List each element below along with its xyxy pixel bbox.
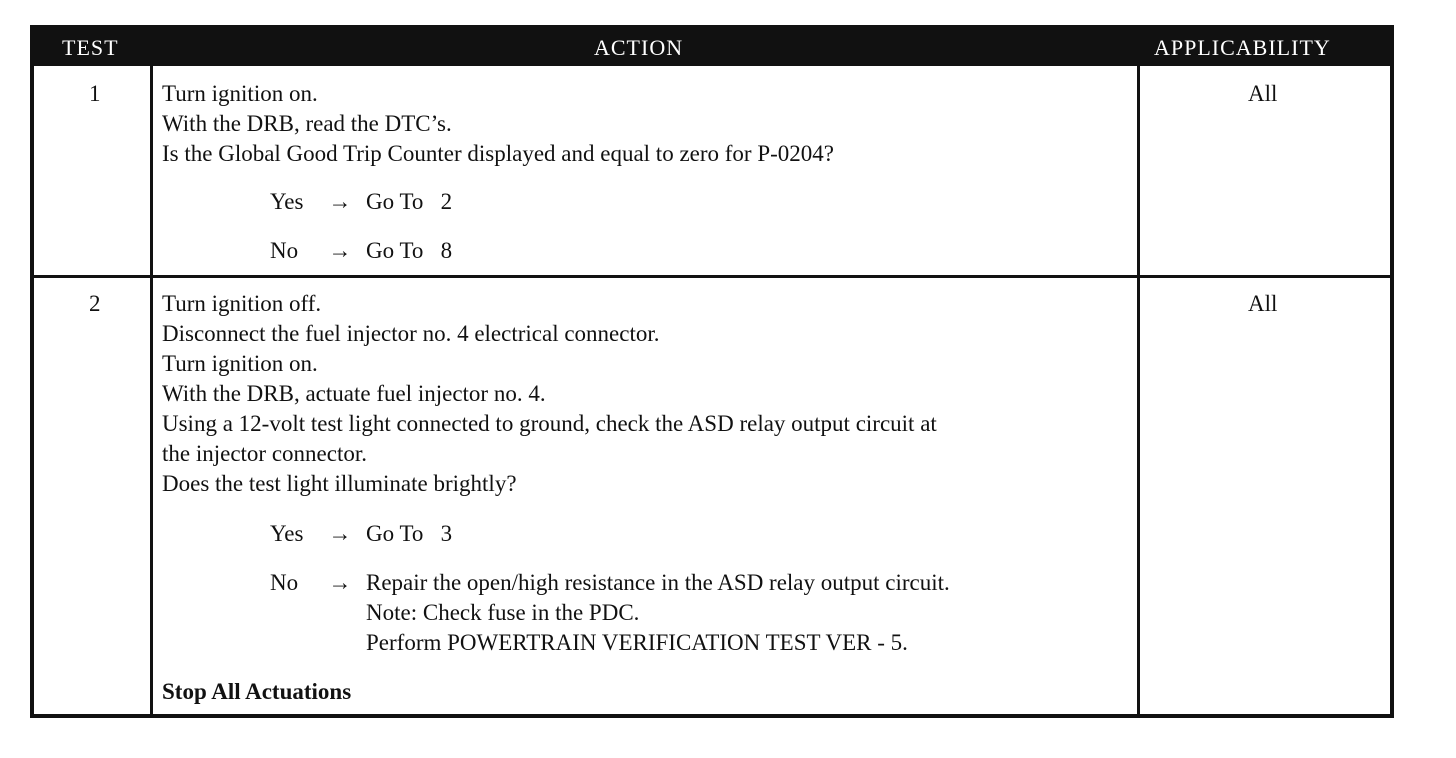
arrow-icon: → — [328, 238, 352, 263]
step-line: Disconnect the fuel injector no. 4 electrical connector. — [162, 321, 660, 346]
yes-result: Go To 2 — [366, 189, 453, 214]
yes-branch — [270, 187, 452, 217]
action-steps — [162, 79, 834, 169]
footer-note: Stop All Actuations — [162, 679, 352, 704]
test-number: 2 — [89, 291, 101, 316]
arrow-icon: → — [328, 521, 352, 546]
step-line: Turn ignition off. — [162, 291, 322, 316]
no-result — [366, 568, 950, 658]
applicability: All — [1248, 291, 1278, 316]
header-action: ACTION — [594, 35, 684, 60]
yes-label: Yes — [270, 521, 304, 546]
header-applicability: APPLICABILITY — [1154, 35, 1331, 60]
diagnostic-table — [30, 25, 1394, 718]
no-result-line: Note: Check fuse in the PDC. — [366, 600, 640, 625]
no-label: No — [270, 570, 299, 595]
step-line: With the DRB, actuate fuel injector no. 4. — [162, 381, 546, 406]
row-divider — [34, 275, 1390, 278]
no-result-line: Repair the open/high resistance in the ASD relay output circuit. — [366, 570, 950, 595]
step-line: Using a 12-volt test light connected to ground, check the ASD relay output circuit at — [162, 411, 937, 436]
no-branch — [270, 568, 950, 658]
no-branch — [270, 236, 452, 266]
no-result: Go To 8 — [366, 238, 453, 263]
step-line: Is the Global Good Trip Counter displayed and equal to zero for P-0204? — [162, 141, 834, 166]
yes-label: Yes — [270, 189, 304, 214]
no-result-line: Perform POWERTRAIN VERIFICATION TEST VER - 5. — [366, 630, 908, 655]
step-line: Turn ignition on. — [162, 81, 318, 106]
header-test: TEST — [62, 35, 119, 60]
action-steps — [162, 289, 937, 499]
no-label: No — [270, 238, 299, 263]
column-divider — [150, 66, 153, 718]
step-line: Does the test light illuminate brightly? — [162, 471, 517, 496]
yes-result: Go To 3 — [366, 521, 453, 546]
applicability: All — [1248, 81, 1278, 106]
column-divider — [1137, 66, 1140, 718]
yes-branch — [270, 519, 452, 549]
step-line: With the DRB, read the DTC’s. — [162, 111, 452, 136]
test-number: 1 — [89, 81, 101, 106]
arrow-icon: → — [328, 570, 352, 595]
step-line: the injector connector. — [162, 441, 368, 466]
arrow-icon: → — [328, 189, 352, 214]
table-header — [34, 29, 1390, 66]
step-line: Turn ignition on. — [162, 351, 318, 376]
